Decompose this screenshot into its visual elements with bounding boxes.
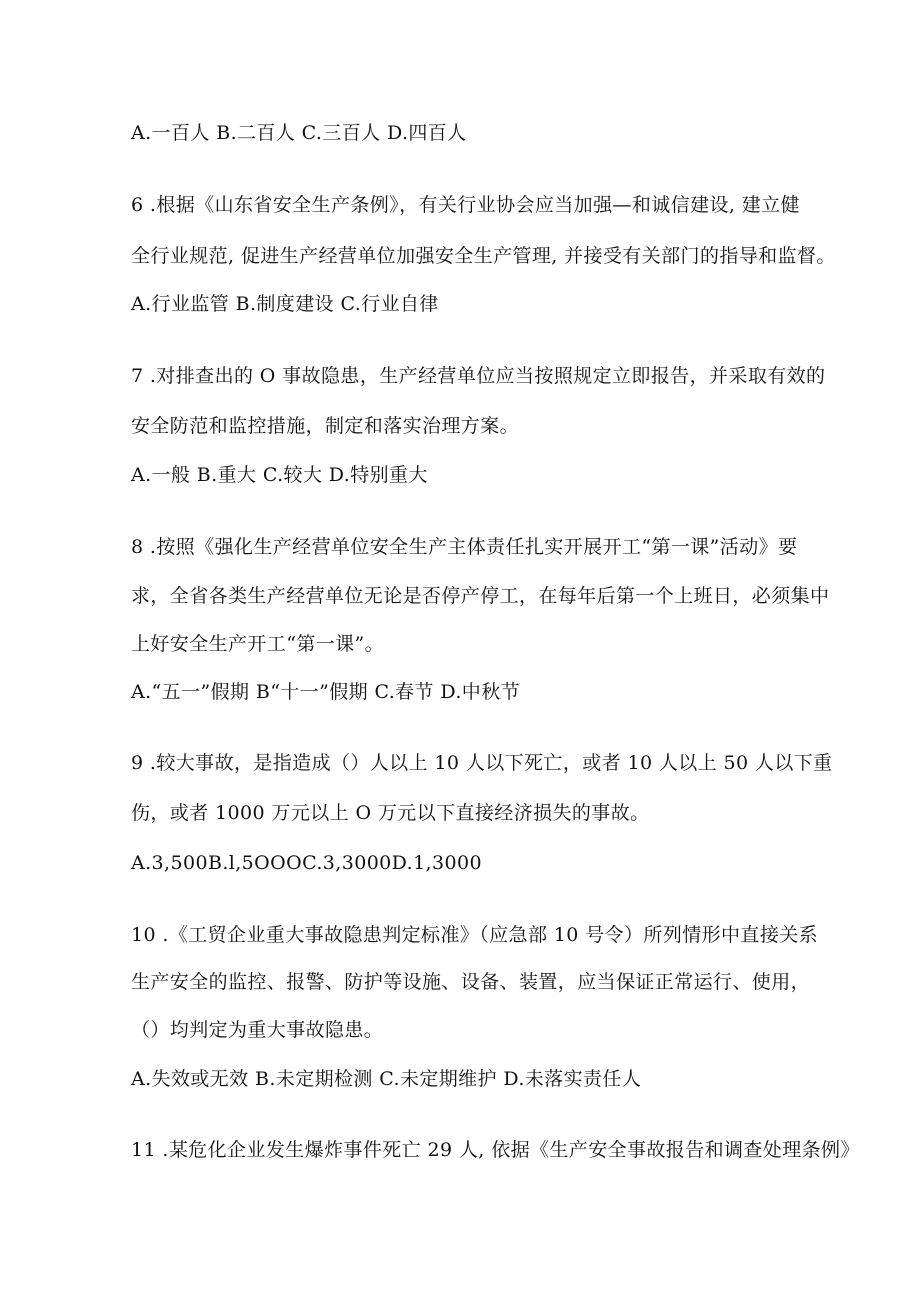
q6-options: A.行业监管 B.制度建设 C.行业自律 xyxy=(131,293,439,315)
q8-text-line-2: 求，全省各类生产经营单位无论是否停产停工，在每年后第一个上班日，必须集中 xyxy=(131,585,830,607)
q7-text-line-1: 7 .对排查出的 O 事故隐患，生产经营单位应当按照规定立即报告，并采取有效的 xyxy=(131,365,826,387)
q6-text-line-1: 6 .根据《山东省安全生产条例》，有关行业协会应当加强—和诚信建设, 建立健 xyxy=(131,194,800,216)
q9-text-line-1: 9 .较大事故，是指造成（）人以上 10 人以下死亡，或者 10 人以上 50 人以下重 xyxy=(131,752,833,774)
q11-text-line-1: 11 .某危化企业发生爆炸事件死亡 29 人, 依据《生产安全事故报告和调查处理条例》 xyxy=(131,1139,860,1161)
q9-text-line-2: 伤，或者 1000 万元以上 O 万元以下直接经济损失的事故。 xyxy=(131,802,650,824)
q10-text-line-1: 10 .《工贸企业重大事故隐患判定标准》（应急部 10 号令）所列情形中直接关系 xyxy=(131,924,819,946)
q8-text-line-1: 8 .按照《强化生产经营单位安全生产主体责任扎实开展开工“第一课”活动》要 xyxy=(131,536,798,558)
q8-text-line-3: 上好安全生产开工“第一课”。 xyxy=(131,633,385,655)
q10-options: A.失效或无效 B.未定期检测 C.未定期维护 D.未落实责任人 xyxy=(131,1068,642,1090)
q9-options: A.3,500B.l,5OOOC.3,3000D.1,3000 xyxy=(131,852,482,874)
q7-text-line-2: 安全防范和监控措施，制定和落实治理方案。 xyxy=(131,415,520,437)
q8-options: A.“五一”假期 B“十一”假期 C.春节 D.中秋节 xyxy=(131,681,520,703)
q6-text-line-2: 全行业规范, 促进生产经营单位加强安全生产管理, 并接受有关部门的指导和监督。 xyxy=(131,245,836,267)
q10-text-line-2: 生产安全的监控、报警、防护等设施、设备、装置，应当保证正常运行、使用， xyxy=(131,971,811,993)
q5-options: A.一百人 B.二百人 C.三百人 D.四百人 xyxy=(131,122,467,144)
q10-text-line-3: （）均判定为重大事故隐患。 xyxy=(131,1019,384,1041)
q7-options: A.一般 B.重大 C.较大 D.特别重大 xyxy=(131,464,428,486)
